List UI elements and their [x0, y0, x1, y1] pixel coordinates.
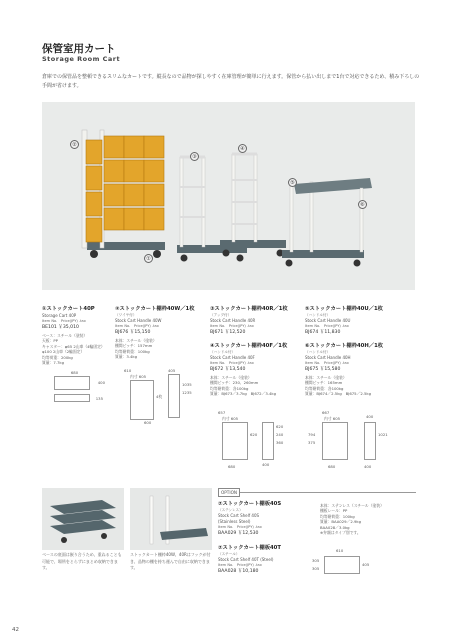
product-8-diagram: 610 305 305 405 [312, 548, 392, 584]
hanging-frame-photo [130, 488, 212, 550]
product-6-name: ⑥ストックカート棚枠40H／1枚 [305, 343, 384, 349]
product-1-specs: ベース：スチール（塗装） 天板：PP キャスター：φ65 2山車（4輪固定） φ100 2山車（2輪固定） 均等荷重：200kg 質量：7.7kg [42, 333, 105, 366]
product-6-diagram: 667 内寸 605 400 794 375 1021 680 400 [308, 410, 388, 469]
product-5-price: BJ674 ￥11,830 [305, 330, 341, 335]
product-7-price: BAA029 ￥12,530 [218, 531, 259, 536]
product-7-specs: 本体：ステンレス（スチール（塗装） 棚板レール：PP 均等耐荷重：100kg 質量：BAA029／2.9kg BAA028／3.0kg ※弁額はタイプ別です。 [320, 503, 384, 536]
product-4-name: ④ストックカート棚枠40F／1枚 [210, 343, 288, 349]
product-4-diagram: 657 内寸 605 620 620 240 360 400 680 [218, 410, 284, 469]
product-2-name: ②ストックカート棚枠40W／1枚 [115, 306, 195, 312]
product-photo-illustration [42, 102, 415, 290]
product-1-diagram: 680 400 135 [42, 370, 107, 402]
product-photo [42, 102, 415, 290]
product-1-header: Item No. Price(JPY) .tax [42, 319, 86, 323]
page-subtitle: Storage Room Cart [42, 55, 121, 63]
intro-text: 倉庫での保管品を整頓できるスリムなカートです。縦長なので品物が探しやすく在庫管理が簡単に行えます。保管から払い出しまで1台で対応できるため、積み下ろしの手間が省けます。 [42, 74, 420, 89]
page-title: 保管室用カート [42, 43, 116, 55]
product-4: ④ストックカート棚枠40F／1枚 （ハンドル付） Stock Cart Handle 40F Item No. Price(JPY) .tax BJ672 ￥13,540 本体：スチール（塗装） 棚間ピッチ：230、260mm 均等耐荷重：各100kg 質量：BJ673／3.7kg BJ672／3.4kg [210, 342, 305, 397]
product-1-sub: Storage Cart 40P [42, 313, 77, 318]
product-8-price: BAA028 ￥10,180 [218, 569, 259, 574]
product-1 [42, 305, 112, 365]
product-3-name: ③ストックカート棚枠40R／1枚 [210, 306, 288, 312]
photo-tag-3: ③ [190, 152, 199, 161]
option-divider [240, 492, 416, 493]
page-number: 42 [12, 627, 19, 633]
product-7: ⑦ストックカート棚板40S （ステンレス） Stock Cart Shelf 40S (Stainless Steel) Item No. Price(JPY) .tax BAA029 ￥12,530 [218, 500, 318, 537]
product-1-name: ①ストックカート40P [42, 306, 95, 312]
caption-hanging: ストックカート棚枠40W、40Rはフックが付き、品物の棚を持ち運んで自由に収納できます。 [130, 552, 211, 570]
photo-tag-5: ⑤ [288, 178, 297, 187]
photo-tag-6: ⑥ [358, 200, 367, 209]
product-2-price: BJ676 ￥15,150 [115, 330, 151, 335]
product-8-name: ⑦ストックカート棚板40T [218, 545, 281, 551]
cart-with-bins [82, 130, 165, 258]
cart-with-shelf [282, 178, 372, 267]
photo-tag-4: ④ [238, 144, 247, 153]
product-6-price: BJ675 ￥15,580 [305, 367, 341, 372]
caption-stacking: ベースの底面は嵌り合うため、重ねることも可能で、場所をとらずにまとめ収納できます。 [42, 552, 122, 570]
product-8: ⑦ストックカート棚板40T （スチール） Stock Cart Shelf 40T (Steel) Item No. Price(JPY) .tax BAA028 ￥10,180 [218, 544, 318, 575]
product-7-name: ⑦ストックカート棚板40S [218, 501, 282, 507]
product-2-diagram: 610 内寸 605 405 1035 1235 4枚 600 [124, 368, 192, 425]
product-3: ③ストックカート棚枠40R／1枚 （アップ付） Stock Cart Handle 40R Item No. Price(JPY) .tax BJ671 ￥12,520 [210, 305, 302, 336]
product-5: ⑤ストックカート棚枠40U／1枚 （ハンドル付） Stock Cart Handle 40U Item No. Price(JPY) .tax BJ674 ￥11,830 [305, 305, 405, 336]
product-5-name: ⑤ストックカート棚枠40U／1枚 [305, 306, 383, 312]
option-tab: OPTION [218, 488, 240, 497]
photo-tag-1: ① [144, 254, 153, 263]
photo-tag-2: ② [70, 140, 79, 149]
product-4-price: BJ672 ￥13,540 [210, 367, 246, 372]
product-2: ②ストックカート棚枠40W／1枚 （ワイヤ付） Stock Cart Handle 40W Item No. Price(JPY) .tax BJ676 ￥15,150 本体：スチール（塗装） 棚間ピッチ：157mm 均等耐荷重：100kg 質量：3.4kg [115, 305, 205, 360]
product-6: ⑥ストックカート棚枠40H／1枚 （ハンドル付） Stock Cart Handle 40H Item No. Price(JPY) .tax BJ675 ￥15,580 本体：スチール（塗装） 棚間ピッチ：165mm 均等耐荷重：各100kg 質量：BJ674／2.5kg BJ675／2.5kg [305, 342, 405, 397]
stacked-bases-photo [42, 488, 124, 550]
cart-with-ladder-frame [220, 154, 286, 257]
product-1-price: BE101 ￥35,010 [42, 325, 79, 330]
product-3-price: BJ671 ￥12,520 [210, 330, 246, 335]
